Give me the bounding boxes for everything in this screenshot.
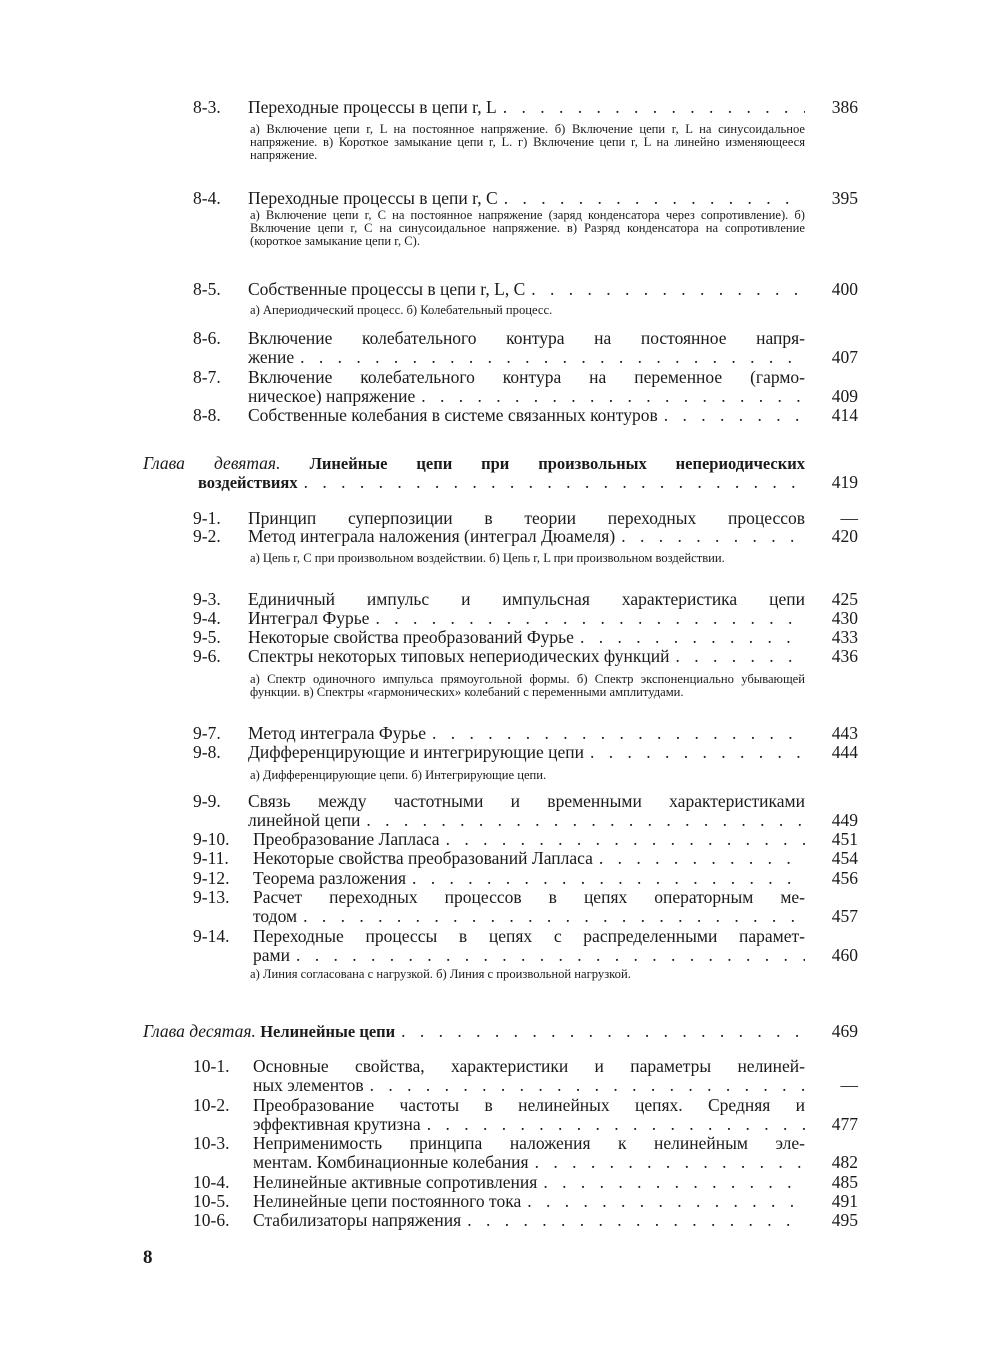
dot-leader [364, 1076, 805, 1095]
section-title [248, 609, 805, 628]
page-ref: — [840, 508, 858, 528]
page-ref: 444 [831, 742, 858, 762]
page-ref: 469 [831, 1021, 858, 1041]
page-ref: 495 [831, 1210, 858, 1230]
section-title [248, 724, 805, 743]
section-number: 10-1. [193, 1056, 230, 1076]
page-ref: 482 [831, 1152, 858, 1173]
section-title-text: жение [248, 348, 295, 368]
toc-entry[interactable] [0, 647, 1000, 666]
section-number: 10-2. [193, 1095, 230, 1115]
section-title-text: тодом [253, 907, 298, 927]
section-number: 9-3. [193, 589, 221, 609]
page-ref: 419 [831, 472, 858, 493]
chapter-title-line [143, 1022, 805, 1041]
section-number: 9-5. [193, 627, 221, 647]
section-title-text: ных элементов [253, 1076, 364, 1096]
section-number: 9-11. [193, 848, 229, 868]
dot-leader [498, 189, 805, 208]
page-ref: 433 [831, 627, 858, 647]
page-ref: 395 [831, 188, 858, 208]
toc-subitems: а) Включение цепи r, L на постоянное напряжение. б) Включение цепи r, L на синусоидальное напряжение. в) Короткое замыкание цепи r, L. г) Включение цепи r, L на линейно изменяющееся напряжение. [250, 122, 805, 162]
section-title [253, 1211, 805, 1230]
section-number: 8-6. [193, 328, 221, 348]
page-ref: 414 [831, 405, 858, 425]
section-title [248, 387, 805, 406]
toc-entry[interactable] [0, 888, 1000, 907]
section-title [248, 348, 805, 367]
section-title [253, 1057, 805, 1076]
section-number: 8-7. [193, 367, 221, 387]
dot-leader [294, 348, 805, 367]
toc-entry[interactable] [0, 1076, 1000, 1095]
dot-leader [497, 98, 805, 117]
toc-subitems: а) Дифференцирующие цепи. б) Интегрирующие цепи. [250, 768, 547, 782]
toc-subitems: а) Апериодический процесс. б) Колебательный процесс. [250, 303, 553, 317]
section-title [248, 527, 805, 546]
section-title-text: Стабилизаторы напряжения [253, 1211, 462, 1230]
section-title-text: рами [253, 946, 290, 966]
toc-entry[interactable] [0, 743, 1000, 762]
section-title [253, 927, 805, 946]
dot-leader [525, 280, 805, 299]
section-title [253, 1134, 805, 1153]
section-title [248, 792, 805, 811]
chapter-title: Нелинейные цепи [260, 1022, 396, 1041]
page-ref: 451 [831, 829, 858, 849]
section-number: 9-9. [193, 791, 221, 811]
page-ref: 386 [831, 97, 858, 117]
section-title [248, 329, 805, 348]
section-title-text: Дифференцирующие и интегрирующие цепи [248, 743, 584, 762]
section-title [248, 368, 805, 387]
section-number: 8-5. [193, 279, 221, 299]
dot-leader [298, 473, 805, 492]
section-number: 10-3. [193, 1133, 230, 1153]
section-title-text: Единичный импульс и импульсная характеристика цепи [248, 590, 805, 609]
dot-leader [290, 946, 805, 965]
section-title-text: Переходные процессы в цепи r, C [248, 189, 498, 208]
toc-entry[interactable] [0, 387, 1000, 406]
section-number: 9-10. [193, 829, 230, 849]
section-title-text: Интеграл Фурье [248, 609, 370, 628]
toc-entry[interactable] [0, 724, 1000, 743]
page-ref: 477 [831, 1114, 858, 1135]
section-title-text: эффективная крутизна [253, 1115, 421, 1135]
toc-entry[interactable] [0, 590, 1000, 609]
page-ref: 436 [831, 646, 858, 666]
section-title [248, 280, 805, 299]
toc-entry[interactable] [0, 946, 1000, 965]
page-ref: 430 [831, 608, 858, 628]
dot-leader [593, 849, 805, 868]
toc-entry[interactable] [0, 280, 1000, 299]
page-ref: 425 [831, 589, 858, 609]
dot-leader [529, 1153, 805, 1172]
dot-leader [297, 907, 805, 926]
section-title [253, 830, 805, 849]
toc-entry[interactable] [0, 628, 1000, 647]
section-title-text: Принцип суперпозиции в теории переходных процессов [248, 509, 805, 528]
section-title [253, 849, 805, 868]
dot-leader [395, 1022, 805, 1041]
section-title-text: Метод интеграла Фурье [248, 724, 426, 743]
page-ref: 460 [831, 945, 858, 966]
section-title-text: ническое) напряжение [248, 387, 416, 407]
section-title [253, 1192, 805, 1211]
section-title [248, 406, 805, 425]
section-title-text: Расчет переходных процессов в цепях операторным ме- [253, 888, 805, 907]
page-ref: 454 [831, 848, 858, 868]
dot-leader [521, 1192, 805, 1211]
toc-entry[interactable] [0, 1153, 1000, 1172]
section-number: 9-13. [193, 887, 230, 907]
section-title [253, 1173, 805, 1192]
toc-entry[interactable] [0, 189, 1000, 208]
page-ref: 407 [831, 347, 858, 368]
toc-entry[interactable] [0, 849, 1000, 868]
section-title-text: Преобразование Лапласа [253, 830, 440, 849]
toc-entry[interactable] [0, 1115, 1000, 1134]
section-title [253, 1076, 805, 1095]
page-ref: 485 [831, 1172, 858, 1192]
chapter-heading[interactable] [0, 454, 1000, 473]
dot-leader [669, 647, 805, 666]
chapter-heading[interactable] [0, 1022, 1000, 1041]
toc-entry[interactable] [0, 792, 1000, 811]
toc-entry[interactable] [0, 907, 1000, 926]
section-title [248, 647, 805, 666]
dot-leader [615, 527, 805, 546]
toc-entry[interactable] [0, 830, 1000, 849]
section-title [253, 1115, 805, 1134]
page-ref: 457 [831, 906, 858, 927]
section-number: 9-14. [193, 926, 230, 946]
chapter-title: Линейные цепи при произвольных непериодических [309, 454, 805, 473]
section-title [248, 98, 805, 117]
page-ref: — [840, 1075, 858, 1096]
toc-entry[interactable] [0, 406, 1000, 425]
page-number: 8 [143, 1247, 153, 1268]
toc-entry[interactable] [0, 527, 1000, 546]
page-ref: 449 [831, 810, 858, 831]
toc-entry[interactable] [0, 348, 1000, 367]
section-title-text: Включение колебательного контура на постоянное напря- [248, 329, 805, 348]
section-number: 9-1. [193, 508, 221, 528]
toc-subitems: а) Цепь r, C при произвольном воздействии. б) Цепь r, L при произвольном воздействии. [250, 551, 725, 565]
section-title [253, 1096, 805, 1115]
toc-subitems: а) Линия согласована с нагрузкой. б) Линия с произвольной нагрузкой. [250, 967, 631, 981]
section-title-text: ментам. Комбинационные колебания [253, 1153, 529, 1173]
dot-leader [360, 811, 805, 830]
section-number: 9-12. [193, 868, 230, 888]
page-ref: 400 [831, 279, 858, 299]
toc-entry[interactable] [0, 1211, 1000, 1230]
page-ref: 491 [831, 1191, 858, 1211]
toc-entry[interactable] [0, 1134, 1000, 1153]
section-title-text: Собственные колебания в системе связанных контуров [248, 406, 658, 425]
dot-leader [658, 406, 805, 425]
section-title [248, 590, 805, 609]
section-title [253, 869, 805, 888]
section-title-text: Некоторые свойства преобразований Фурье [248, 628, 574, 647]
section-title [248, 628, 805, 647]
dot-leader [426, 724, 805, 743]
section-number: 9-4. [193, 608, 221, 628]
page-ref: 420 [831, 526, 858, 546]
section-title-text: Переходные процессы в цепи r, L [248, 98, 497, 117]
section-title-text: Спектры некоторых типовых непериодических функций [248, 647, 670, 666]
toc-entry[interactable] [0, 811, 1000, 830]
dot-leader [415, 387, 805, 406]
chapter-label: Глава десятая. [143, 1022, 256, 1041]
section-number: 9-2. [193, 526, 221, 546]
dot-leader [584, 743, 805, 762]
section-title [248, 189, 805, 208]
section-title [253, 888, 805, 907]
section-title-text: Переходные процессы в цепях с распределенными парамет- [253, 927, 805, 946]
section-title-text: Собственные процессы в цепи r, L, C [248, 280, 526, 299]
section-title-text: Основные свойства, характеристики и параметры нелиней- [253, 1057, 805, 1076]
section-title [253, 946, 805, 965]
section-title-text: Включение колебательного контура на переменное (гармо- [248, 368, 805, 387]
section-title-text: Некоторые свойства преобразований Лапласа [253, 849, 593, 868]
section-title [248, 811, 805, 830]
section-title-text: Теорема разложения [253, 869, 407, 888]
toc-entry[interactable] [0, 869, 1000, 888]
chapter-title-line [143, 454, 805, 473]
page-ref: 456 [831, 868, 858, 888]
section-title-text: Неприменимость принципа наложения к нелинейным эле- [253, 1134, 805, 1153]
page-ref: 443 [831, 723, 858, 743]
toc-entry[interactable] [0, 98, 1000, 117]
section-number: 10-5. [193, 1191, 230, 1211]
toc-entry[interactable] [0, 609, 1000, 628]
section-number: 9-6. [193, 646, 221, 666]
section-number: 8-3. [193, 97, 221, 117]
section-title [253, 1153, 805, 1172]
dot-leader [369, 609, 805, 628]
toc-subitems: а) Спектр одиночного импульса прямоугольной формы. б) Спектр экспоненциально убывающей функции. в) Спектры «гармонических» колебаний с переменными амплитудами. [250, 672, 805, 699]
toc-entry[interactable] [0, 329, 1000, 348]
toc-entry[interactable] [0, 1173, 1000, 1192]
toc-entry[interactable] [0, 1096, 1000, 1115]
section-number: 10-6. [193, 1210, 230, 1230]
section-number: 9-8. [193, 742, 221, 762]
dot-leader [461, 1211, 805, 1230]
toc-entry[interactable] [0, 1192, 1000, 1211]
toc-subitems: а) Включение цепи r, C на постоянное напряжение (заряд конденсатора через сопротивление). б) Включение цепи r, C на синусоидальное напряжение. в) Разряд конденсатора на сопротивление (короткое замыкание цепи r, C). [250, 208, 805, 248]
section-title-text: Метод интеграла наложения (интеграл Дюамеля) [248, 527, 616, 546]
section-title-text: линейной цепи [248, 811, 361, 831]
chapter-label: Глава девятая. [143, 454, 281, 473]
section-title [248, 509, 805, 528]
section-number: 9-7. [193, 723, 221, 743]
chapter-title-line [198, 473, 805, 492]
section-number: 10-4. [193, 1172, 230, 1192]
dot-leader [537, 1173, 805, 1192]
section-title-text: Преобразование частоты в нелинейных цепях. Средняя и [253, 1096, 805, 1115]
dot-leader [574, 628, 805, 647]
dot-leader [440, 830, 805, 849]
chapter-heading[interactable] [0, 473, 1000, 492]
section-title-text: Нелинейные активные сопротивления [253, 1173, 538, 1192]
section-title [248, 743, 805, 762]
dot-leader [406, 869, 805, 888]
section-title-text: Нелинейные цепи постоянного тока [253, 1192, 522, 1211]
dot-leader [421, 1115, 805, 1134]
section-number: 8-4. [193, 188, 221, 208]
toc-entry[interactable] [0, 368, 1000, 387]
page-ref: 409 [831, 386, 858, 407]
section-title [253, 907, 805, 926]
section-title-text: Связь между частотными и временными характеристиками [248, 792, 805, 811]
chapter-title: воздействиях [198, 473, 298, 493]
toc-entry[interactable] [0, 927, 1000, 946]
section-number: 8-8. [193, 405, 221, 425]
toc-entry[interactable] [0, 1057, 1000, 1076]
